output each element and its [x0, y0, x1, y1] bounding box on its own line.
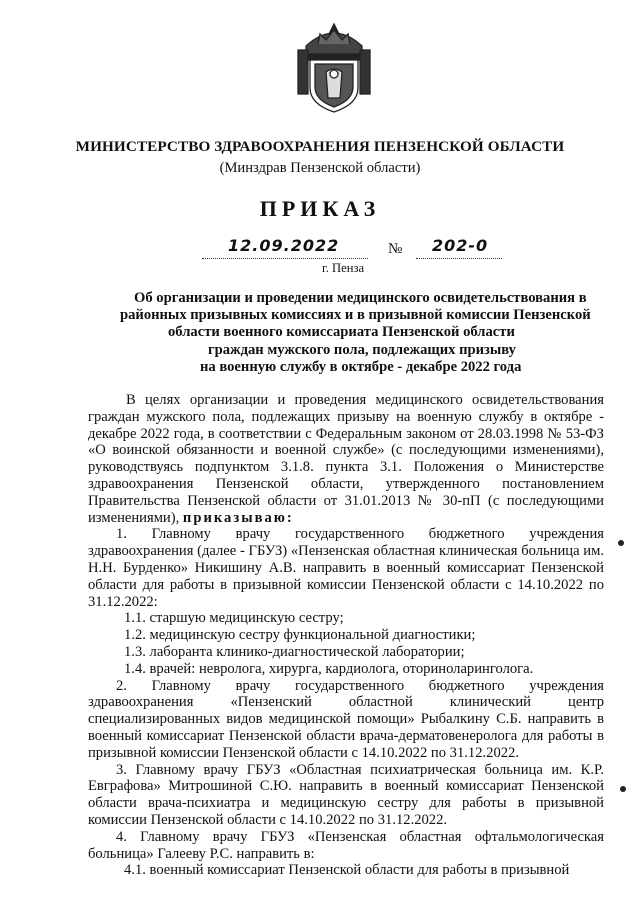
item-1-1: 1.1. старшую медицинскую сестру; [124, 610, 344, 627]
item-2: 2. Главному врачу государственного бюджетного учреждения здравоохранения «Пензенский областной клинический центр специализированных видов медицинской помощи» Рыбалкину С.Б. направить в военный комиссариат Пензенской области врача-дерматовенеролога для работы в призывной комиссии Пензенской области с 14.10.2022 по 31.12.2022. [88, 677, 604, 761]
order-date: 12.09.2022 [228, 236, 340, 255]
margin-dot [620, 786, 626, 792]
heading-line: области военного комиссариата Пензенской области [168, 324, 515, 340]
item-1: 1. Главному врачу государственного бюджетного учреждения здравоохранения (далее - ГБУЗ) «Пензенская областная клиническая больница им. Н.Н. Бурденко» Никишину А.В. направить в военный комиссариат Пензенской области для работы в призывной комиссии Пензенской области с 14.10.2022 по 31.12.2022: [88, 526, 604, 610]
item-3: 3. Главному врачу ГБУЗ «Областная психиатрическая больница им. К.Р. Евграфова» Митрошиной С.Ю. направить в военный комиссариат Пензенской области врача-психиатра и медицинскую сестру для работы в призывной комиссии Пензенской области с 14.10.2022 по 31.12.2022. [88, 761, 604, 828]
coat-of-arms-icon [296, 14, 372, 116]
item-4: 4. Главному врачу ГБУЗ «Пензенская областная офтальмологическая больница» Галееву Р.С. направить в: [88, 828, 604, 862]
number-sign: № [388, 241, 403, 257]
preamble-paragraph [88, 392, 604, 526]
order-word: приказываю: [182, 509, 294, 526]
heading-line: на военную службу в октябре - декабре 2022 года [200, 359, 522, 375]
heading-line: районных призывных комиссиях и в призывной комиссии Пензенской [120, 307, 591, 323]
ministry-name: МИНИСТЕРСТВО ЗДРАВООХРАНЕНИЯ ПЕНЗЕНСКОЙ ОБЛАСТИ [75, 138, 565, 155]
item-1-3: 1.3. лаборанта клинико-диагностической лаборатории; [124, 643, 465, 660]
heading-line: граждан мужского пола, подлежащих призыву [208, 342, 516, 358]
heading-line: Об организации и проведении медицинского освидетельствования в [134, 290, 587, 306]
preamble-text: В целях организации и проведения медицинского освидетельствования граждан мужского пола, подлежащих призыву на военную службу в октябре - декабре 2022 года, в соответствии с Федеральным законом от 28.03.1998 № 53-ФЗ «О воинской обязанности и военной службе» (с последующими изменениями), руководствуясь подпунктом 3.1.8. пункта 3.1. Положения о Министерстве здравоохранения Пензенской области, утвержденного постановлением Правительства Пензенской области от 31.01.2013 № 30-пП (с последующими изменениями), [88, 392, 604, 526]
margin-dot [618, 540, 624, 546]
order-number: 202-0 [432, 236, 489, 255]
document-type: ПРИКАЗ [259, 196, 381, 221]
item-1-2: 1.2. медицинскую сестру функциональной диагностики; [124, 627, 476, 644]
city: г. Пенза [322, 261, 365, 275]
order-body [88, 392, 604, 879]
item-1-4: 1.4. врачей: невролога, хирурга, кардиолога, оториноларинголога. [124, 660, 534, 677]
item-4-1: 4.1. военный комиссариат Пензенской области для работы в призывной [124, 862, 570, 879]
ministry-short-name: (Минздрав Пензенской области) [219, 160, 421, 176]
